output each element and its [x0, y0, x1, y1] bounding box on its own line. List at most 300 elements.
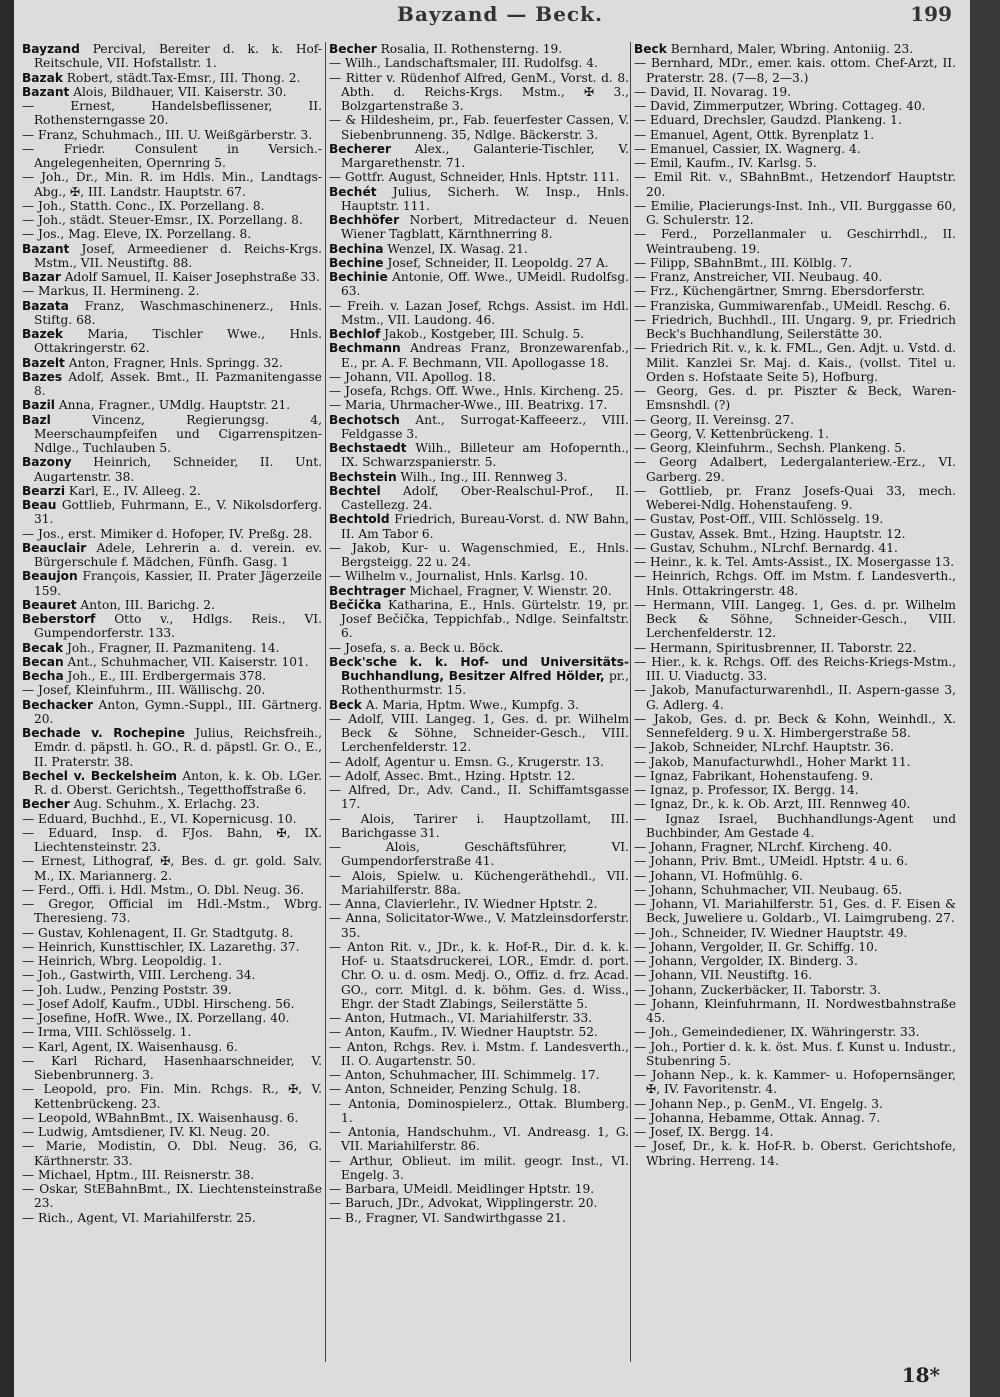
- entry-details: — Emil Rit. v., SBahnBmt., Hetzendorf Hauptstr. 20.: [634, 170, 956, 199]
- entry-details: Michael, Fragner, V. Wienstr. 20.: [405, 583, 612, 598]
- directory-entry: [634, 384, 956, 413]
- entry-details: — Alois, Spielw. u. Küchengeräthehdl., VII. Mariahilferstr. 88a.: [329, 868, 629, 897]
- directory-entry: [329, 1025, 629, 1039]
- entry-details: — Josefine, HofR. Wwe., IX. Porzellang. 40.: [22, 1011, 290, 1025]
- directory-entry: [22, 227, 322, 241]
- entry-details: Anton, k. k. Ob. LGer. R. d. Oberst. Gerichtsh., Tegetthoffstraße 6.: [34, 768, 322, 797]
- entry-details: — Johann, VI. Mariahilferstr. 51, Ges. d. F. Eisen & Beck, Juweliere u. Goldarb., VI. Laimgrubeng. 27.: [634, 897, 956, 926]
- directory-entry: [634, 683, 956, 712]
- entry-surname: Bechotsch: [329, 412, 400, 427]
- entry-details: — Antonia, Handschuhm., VI. Andreasg. 1, G. VII. Mariahilferstr. 86.: [329, 1125, 629, 1154]
- column-2: [329, 42, 629, 1362]
- entry-details: — Anton, Schuhmacher, III. Schimmelg. 17.: [329, 1068, 600, 1082]
- entry-details: Alex., Galanterie-Tischler, V. Margarethenstr. 71.: [341, 141, 629, 170]
- directory-entry: [22, 769, 322, 798]
- directory-entry: [329, 185, 629, 214]
- directory-entry: [634, 940, 956, 954]
- entry-surname: Bechina: [329, 241, 384, 256]
- entry-details: — Bernhard, MDr., emer. kais. ottom. Chef-Arzt, II. Praterstr. 28. (7—8, 2—3.): [634, 56, 956, 85]
- directory-entry: [634, 869, 956, 883]
- entry-details: — Anna, Solicitator-Wwe., V. Matzleinsdorferstr. 35.: [329, 911, 629, 940]
- entry-details: — Johann Nep., k. k. Kammer- u. Hofopernsänger, ✠, IV. Favoritenstr. 4.: [634, 1068, 956, 1097]
- entry-details: — Karl, Agent, IX. Waisenhausg. 6.: [22, 1039, 238, 1054]
- entry-details: — David, Zimmerputzer, Wbring. Cottageg. 40.: [634, 99, 926, 113]
- entry-details: Adele, Lehrerin a. d. verein. ev. Bürgerschule f. Mädchen, Fünfh. Gasg. 1: [34, 540, 322, 569]
- directory-entry: [634, 42, 956, 56]
- entry-details: — Johann, VII. Neustiftg. 16.: [634, 968, 813, 983]
- directory-entry: [22, 1125, 322, 1139]
- directory-entry: [329, 370, 629, 384]
- entry-details: — Gustav, Schuhm., NLrchf. Bernardg. 41.: [634, 540, 898, 555]
- directory-entry: [22, 569, 322, 598]
- entry-details: Josef, Schneider, II. Leopoldg. 27 A.: [383, 255, 609, 270]
- entry-details: — Joh., Gastwirth, VIII. Lercheng. 34.: [22, 968, 256, 983]
- entry-details: Jakob., Kostgeber, III. Schulg. 5.: [380, 327, 585, 341]
- entry-surname: Bazelt: [22, 355, 65, 370]
- directory-entry: [22, 142, 322, 171]
- entry-details: — Hier., k. k. Rchgs. Off. des Reichs-Kriegs-Mstm., III. U. Viaductg. 33.: [634, 654, 956, 683]
- directory-entry: [22, 199, 322, 213]
- directory-entry: [22, 541, 322, 570]
- entry-details: — Johann, Zuckerbäcker, II. Taborstr. 3.: [634, 982, 881, 997]
- directory-entry: [634, 926, 956, 940]
- directory-entry: [22, 398, 322, 412]
- directory-entry: [634, 797, 956, 811]
- directory-entry: [329, 384, 629, 398]
- directory-entry: [329, 840, 629, 869]
- directory-entry: [22, 213, 322, 227]
- entry-details: — Ignaz, Dr., k. k. Ob. Arzt, III. Rennweg 40.: [634, 797, 911, 812]
- column-divider-2: [630, 42, 631, 1362]
- entry-details: — Johann, Kleinfuhrmann, II. Nordwestbahnstraße 45.: [634, 996, 956, 1025]
- directory-entry: [22, 698, 322, 727]
- directory-entry: [22, 683, 322, 697]
- directory-entry: [22, 42, 322, 71]
- entry-details: — Alfred, Dr., Adv. Cand., II. Schiffamtsgasse 17.: [329, 783, 629, 812]
- entry-details: Adolf, Assek. Bmt., II. Pazmanitengasse 8.: [34, 369, 322, 398]
- entry-details: Bernhard, Maler, Wbring. Antoniig. 23.: [666, 42, 914, 56]
- entry-details: — Wilhelm v., Journalist, Hnls. Karlsg. 10.: [329, 569, 588, 584]
- directory-entry: [22, 455, 322, 484]
- directory-entry: [329, 242, 629, 256]
- directory-entry: [634, 270, 956, 284]
- directory-entry: [634, 512, 956, 526]
- directory-entry: [634, 983, 956, 997]
- directory-entry: [329, 1211, 629, 1225]
- entry-details: — Anna, Clavierlehr., IV. Wiedner Hptstr. 2.: [329, 897, 598, 911]
- entry-details: — Georg Adalbert, Ledergalanteriew.-Erz., VI. Garberg. 29.: [634, 455, 956, 484]
- directory-entry: [22, 356, 322, 370]
- entry-details: — Franz, Schuhmach., III. U. Weißgärberstr. 3.: [22, 127, 313, 142]
- directory-entry: [634, 740, 956, 754]
- directory-entry: [634, 569, 956, 598]
- directory-columns: [22, 42, 970, 1362]
- entry-details: — David, II. Novarag. 19.: [634, 84, 791, 99]
- entry-details: — Filipp, SBahnBmt., III. Kölblg. 7.: [634, 255, 852, 270]
- directory-entry: [329, 698, 629, 712]
- entry-details: — Josef, Kleinfuhrm., III. Wällischg. 20.: [22, 683, 266, 698]
- directory-entry: [634, 897, 956, 926]
- entry-details: — Ludwig, Amtsdiener, IV. Kl. Neug. 20.: [22, 1125, 271, 1139]
- directory-entry: [329, 1097, 629, 1126]
- directory-entry: [634, 1068, 956, 1097]
- entry-details: Percival, Bereiter d. k. k. Hof-Reitschule, VII. Hofstallstr. 1.: [34, 42, 322, 71]
- entry-details: — Gustav, Assek. Bmt., Hzing. Hauptstr. 12.: [634, 526, 906, 541]
- entry-details: — Frz., Küchengärtner, Smrng. Ebersdorferstr.: [634, 284, 926, 299]
- entry-details: — Antonia, Dominospielerz., Ottak. Blumberg. 1.: [329, 1096, 629, 1125]
- entry-surname: Bazant: [22, 84, 70, 99]
- directory-entry: [22, 1139, 322, 1168]
- directory-entry: [22, 997, 322, 1011]
- entry-details: — Jakob, Kur- u. Wagenschmied, E., Hnls. Bergsteigg. 22 u. 24.: [329, 540, 629, 569]
- entry-surname: Bečička: [329, 597, 382, 612]
- directory-entry: [329, 113, 629, 142]
- directory-entry: [634, 1125, 956, 1139]
- entry-surname: Becherer: [329, 141, 392, 156]
- entry-details: — Georg, II. Vereinsg. 27.: [634, 412, 794, 427]
- entry-surname: Bechtel: [329, 483, 381, 498]
- entry-surname: Beau: [22, 498, 57, 512]
- entry-details: — Irma, VIII. Schlösselg. 1.: [22, 1025, 192, 1040]
- entry-details: Julius, Sicherh. W. Insp., Hnls. Hauptstr. 111.: [341, 184, 629, 213]
- directory-entry: [22, 1182, 322, 1211]
- entry-details: — Ferd., Offi. i. Hdl. Mstm., O. Dbl. Neug. 36.: [22, 882, 305, 897]
- directory-entry: [634, 527, 956, 541]
- directory-entry: [329, 655, 629, 698]
- entry-details: — Baruch, JDr., Advokat, Wipplingerstr. 20.: [329, 1196, 598, 1211]
- entry-details: — Joh., städt. Steuer-Emsr., IX. Porzellang. 8.: [22, 213, 303, 227]
- directory-entry: [329, 441, 629, 470]
- entry-details: — Johann, VII. Apollog. 18.: [329, 369, 497, 384]
- directory-entry: [22, 327, 322, 356]
- directory-entry: [634, 256, 956, 270]
- entry-details: — Freih. v. Lazan Josef, Rchgs. Assist. im Hdl. Mstm., VII. Laudong. 46.: [329, 298, 629, 327]
- column-1: [22, 42, 322, 1362]
- directory-entry: [634, 113, 956, 127]
- directory-entry: [22, 812, 322, 826]
- entry-surname: Bechstein: [329, 469, 397, 484]
- entry-details: — Friedrich Rit. v., k. k. FML., Gen. Adjt. u. Vstd. d. Milit. Kanzlei Sr. Maj. d. Kais., (vollst. Titel u. Orden s. Hofstaate Seite 5), Hofburg.: [634, 341, 956, 384]
- entry-details: Maria, Tischler Wwe., Hnls. Ottakringerstr. 62.: [34, 327, 322, 356]
- directory-entry: [22, 99, 322, 128]
- entry-details: — Ferd., Porzellanmaler u. Geschirrhdl., II. Weintraubeng. 19.: [634, 227, 956, 256]
- directory-entry: [329, 584, 629, 598]
- directory-entry: [329, 1182, 629, 1196]
- directory-entry: [634, 1097, 956, 1111]
- entry-details: — Eduard, Buchhd., E., VI. Kopernicusg. 10.: [22, 811, 297, 826]
- directory-entry: [329, 213, 629, 242]
- directory-entry: [22, 854, 322, 883]
- directory-entry: [329, 1196, 629, 1210]
- entry-details: — Markus, II. Hermineng. 2.: [22, 284, 200, 299]
- entry-details: — Friedr. Consulent in Versich.-Angelegenheiten, Opernring 5.: [22, 141, 322, 170]
- directory-entry: [634, 854, 956, 868]
- entry-details: — Friedrich, Buchhdl., III. Ungarg. 9, pr. Friedrich Beck's Buchhandlung, Seilerstätte 30.: [634, 312, 956, 341]
- column-divider-1: [325, 42, 326, 1362]
- entry-details: — Georg, Kleinfuhrm., Sechsh. Plankeng. 5.: [634, 441, 906, 455]
- directory-entry: [634, 769, 956, 783]
- directory-entry: [329, 1068, 629, 1082]
- entry-details: Ant., Surrogat-Kaffeeerz., VIII. Feldgasse 3.: [341, 412, 629, 441]
- entry-details: Adolf, Ober-Realschul-Prof., II. Castellezg. 24.: [341, 483, 629, 512]
- entry-details: Robert, städt.Tax-Emsr., III. Thong. 2.: [62, 70, 301, 85]
- directory-entry: [634, 313, 956, 342]
- entry-details: Antonie, Off. Wwe., UMeidl. Rudolfsg. 63.: [341, 270, 629, 299]
- directory-entry: [329, 470, 629, 484]
- sheet-signature: 18*: [901, 1363, 940, 1387]
- directory-entry: [634, 598, 956, 641]
- entry-details: — Josef Adolf, Kaufm., UDbl. Hirscheng. 56.: [22, 996, 295, 1011]
- entry-surname: Bechade v. Rochepine: [22, 726, 185, 740]
- directory-entry: [634, 954, 956, 968]
- entry-details: — Franziska, Gummiwarenfab., UMeidl. Reschg. 6.: [634, 298, 951, 313]
- entry-details: Julius, Reichsfreih., Emdr. d. päpstl. h. GO., R. d. päpstl. Gr. O., E., II. Praterstr. 38.: [34, 726, 322, 769]
- entry-details: — Jakob, Manufacturwarenhdl., II. Aspern-gasse 3, G. Adlerg. 4.: [634, 683, 956, 712]
- entry-details: — Jakob, Schneider, NLrchf. Hauptstr. 36.: [634, 740, 895, 755]
- directory-entry: [22, 612, 322, 641]
- scan-edge-right: [970, 0, 1000, 1397]
- directory-entry: [329, 897, 629, 911]
- entry-details: — Joh., Gemeindediener, IX. Währingerstr. 33.: [634, 1025, 920, 1040]
- entry-details: — Emil, Kaufm., IV. Karlsg. 5.: [634, 156, 817, 170]
- directory-entry: [329, 56, 629, 70]
- directory-entry: [634, 555, 956, 569]
- directory-entry: [22, 498, 322, 527]
- directory-entry: [329, 1011, 629, 1025]
- entry-details: A. Maria, Hptm. Wwe., Kumpfg. 3.: [361, 697, 579, 712]
- directory-entry: [329, 783, 629, 812]
- entry-details: — Alois, Tarirer i. Hauptzollamt, III. Barichgasse 31.: [329, 811, 629, 840]
- entry-details: Anton, Fragner, Hnls. Springg. 32.: [64, 355, 283, 370]
- directory-entry: [22, 1011, 322, 1025]
- directory-entry: [634, 883, 956, 897]
- column-3: [634, 42, 956, 1362]
- entry-details: — Heinr., k. k. Tel. Amts-Assist., IX. Mosergasse 13.: [634, 555, 955, 569]
- entry-details: — Johann Nep., p. GenM., VI. Engelg. 3.: [634, 1096, 883, 1111]
- directory-entry: [329, 256, 629, 270]
- entry-details: — Marie, Modistin, O. Dbl. Neug. 36, G. Kärthnerstr. 33.: [22, 1139, 322, 1168]
- directory-entry: [634, 455, 956, 484]
- page-header: [0, 2, 1000, 30]
- directory-entry: [634, 128, 956, 142]
- directory-entry: [329, 170, 629, 184]
- entry-details: — Joh., Dr., Min. R. im Hdls. Min., Landtags-Abg., ✠, III. Landstr. Hauptstr. 67.: [22, 170, 322, 199]
- directory-entry: [22, 641, 322, 655]
- entry-details: Anton, III. Barichg. 2.: [76, 597, 215, 612]
- directory-entry: [22, 484, 322, 498]
- directory-entry: [329, 869, 629, 898]
- entry-surname: Bechel v. Beckelsheim: [22, 768, 178, 783]
- directory-entry: [329, 512, 629, 541]
- entry-surname: Beck'sche k. k. Hof- und Universitäts-Buchhandlung, Besitzer Alfred Hölder,: [329, 654, 629, 683]
- entry-details: Anton, Gymn.-Suppl., III. Gärtnerg. 20.: [34, 697, 322, 726]
- entry-details: — Ignaz, Fabrikant, Hohenstaufeng. 9.: [634, 768, 874, 783]
- entry-details: — Gustav, Post-Off., VIII. Schlösselg. 19.: [634, 512, 884, 527]
- directory-entry: [22, 1054, 322, 1083]
- entry-details: — Anton, Rchgs. Rev. i. Mstm. f. Landesverth., II. O. Augartenstr. 50.: [329, 1039, 629, 1068]
- entry-details: Karl, E., IV. Alleeg. 2.: [65, 483, 201, 498]
- entry-details: Andreas Franz, Bronzewarenfab., E., pr. A. F. Bechmann, VII. Apollogasse 18.: [341, 341, 629, 370]
- directory-entry: [329, 541, 629, 570]
- directory-entry: [22, 926, 322, 940]
- directory-entry: [22, 270, 322, 284]
- directory-entry: [329, 1040, 629, 1069]
- entry-surname: Bechtold: [329, 512, 390, 527]
- directory-entry: [329, 341, 629, 370]
- entry-details: Katharina, E., Hnls. Gürtelstr. 19, pr. Josef Bečička, Teppichfab., Ndlge. Seinfaltstr. 6.: [341, 597, 629, 641]
- directory-entry: [634, 1040, 956, 1069]
- directory-entry: [329, 327, 629, 341]
- entry-surname: Beberstorf: [22, 612, 96, 626]
- entry-surname: Becan: [22, 654, 64, 669]
- entry-details: — Anton, Hutmach., VI. Mariahilferstr. 33.: [329, 1011, 593, 1025]
- entry-details: — Rich., Agent, VI. Mariahilferstr. 25.: [22, 1210, 256, 1225]
- entry-details: — Heinrich, Wbrg. Leopoldig. 1.: [22, 954, 223, 968]
- entry-details: — Ernest, Lithograf, ✠, Bes. d. gr. gold. Salv. M., IX. Mariannerg. 2.: [22, 854, 322, 883]
- directory-entry: [634, 284, 956, 298]
- entry-details: — Leopold, WBahnBmt., IX. Waisenhausg. 6.: [22, 1110, 299, 1125]
- entry-surname: Bearzi: [22, 483, 66, 498]
- directory-entry: [634, 641, 956, 655]
- entry-details: — Jakob, Manufacturwhdl., Hoher Markt 11.: [634, 754, 911, 769]
- entry-surname: Bazony: [22, 455, 72, 470]
- directory-entry: [634, 99, 956, 113]
- entry-details: — Hermann, VIII. Langeg. 1, Ges. d. pr. Wilhelm Beck & Söhne, Schneider-Gesch., VIII. Lerchenfelderstr. 12.: [634, 597, 956, 641]
- directory-entry: [634, 968, 956, 982]
- directory-entry: [634, 783, 956, 797]
- entry-details: — Jos., erst. Mimiker d. Hofoper, IV. Preßg. 28.: [22, 526, 313, 541]
- entry-surname: Bechstaedt: [329, 441, 407, 455]
- entry-details: Wenzel, IX. Wasag. 21.: [383, 241, 528, 256]
- entry-details: François, Kassier, II. Prater Jägerzeile 159.: [34, 569, 322, 598]
- directory-entry: [634, 712, 956, 741]
- entry-details: — Johann, Schuhmacher, VII. Neubaug. 65.: [634, 882, 903, 897]
- entry-surname: Becher: [22, 797, 70, 812]
- entry-details: — Hermann, Spiritusbrenner, II. Taborstr. 22.: [634, 640, 917, 655]
- entry-details: — Arthur, Oblieut. im milit. geogr. Inst., VI. Engelg. 3.: [329, 1153, 629, 1182]
- entry-details: — Johann, Priv. Bmt., UMeidl. Hptstr. 4 u. 6.: [634, 854, 908, 869]
- directory-entry: [634, 170, 956, 199]
- entry-details: — B., Fragner, VI. Sandwirthgasse 21.: [329, 1210, 566, 1225]
- directory-entry: [22, 1040, 322, 1054]
- entry-details: Vincenz, Regierungsg. 4, Meerschaumpfeifen und Cigarrenspitzen-Ndlge., Tuchlauben 5.: [34, 412, 322, 455]
- entry-details: — Heinrich, Rchgs. Off. im Mstm. f. Landesverth., Hnls. Ottakringerstr. 48.: [634, 569, 956, 598]
- directory-entry: [329, 755, 629, 769]
- entry-details: Heinrich, Schneider, II. Unt. Augartenstr. 38.: [34, 455, 322, 484]
- entry-details: — Georg, Ges. d. pr. Piszter & Beck, Waren-Emsnshdl. (?): [634, 384, 956, 413]
- directory-entry: [329, 142, 629, 171]
- directory-entry: [329, 940, 629, 1011]
- entry-details: — Jos., Mag. Eleve, IX. Porzellang. 8.: [22, 227, 252, 242]
- directory-entry: [22, 284, 322, 298]
- directory-entry: [634, 199, 956, 228]
- entry-details: — Emanuel, Cassier, IX. Wagnerg. 4.: [634, 141, 861, 156]
- directory-entry: [634, 997, 956, 1026]
- entry-details: Aug. Schuhm., X. Erlachg. 23.: [69, 797, 260, 812]
- directory-entry: [634, 441, 956, 455]
- entry-surname: Becher: [329, 42, 377, 56]
- entry-details: — Joh., Portier d. k. k. öst. Mus. f. Kunst u. Industr., Stubenring 5.: [634, 1039, 956, 1068]
- entry-details: — Josefa, s. a. Beck u. Böck.: [329, 640, 504, 655]
- entry-details: Josef, Armeediener d. Reichs-Krgs. Mstm., VII. Neustiftg. 88.: [34, 241, 322, 270]
- entry-details: — Gustav, Kohlenagent, II. Gr. Stadtgutg. 8.: [22, 925, 294, 940]
- directory-entry: [634, 56, 956, 85]
- directory-entry: [329, 270, 629, 299]
- entry-surname: Bazek: [22, 327, 63, 341]
- entry-details: Franz, Waschmaschinenerz., Hnls. Stiftg. 68.: [34, 298, 322, 327]
- entry-details: — Gottfr. August, Schneider, Hnls. Hptstr. 111.: [329, 170, 620, 185]
- entry-details: — Josefa, Rchgs. Off. Wwe., Hnls. Kircheng. 25.: [329, 384, 624, 398]
- directory-entry: [22, 883, 322, 897]
- directory-entry: [634, 755, 956, 769]
- directory-entry: [329, 598, 629, 641]
- entry-surname: Bazil: [22, 398, 55, 413]
- entry-details: Otto v., Hdlgs. Reis., VI. Gumpendorferstr. 133.: [34, 612, 322, 641]
- entry-surname: Bechhöfer: [329, 213, 400, 227]
- directory-entry: [329, 641, 629, 655]
- entry-surname: Bechét: [329, 184, 377, 199]
- entry-surname: Bechacker: [22, 697, 93, 712]
- entry-details: — Johann, Vergolder, II. Gr. Schiffg. 10.: [634, 939, 878, 954]
- directory-entry: [329, 42, 629, 56]
- entry-details: — Wilh., Landschaftsmaler, III. Rudolfsg. 4.: [329, 56, 598, 71]
- scan-edge-left: [0, 0, 14, 1397]
- page-number: 199: [910, 2, 952, 26]
- entry-surname: Bayzand: [22, 42, 80, 56]
- directory-entry: [22, 940, 322, 954]
- entry-surname: Beauret: [22, 597, 77, 612]
- entry-details: — Alois, Geschäftsführer, VI. Gumpendorferstraße 41.: [329, 840, 629, 869]
- directory-entry: [22, 71, 322, 85]
- directory-entry: [634, 655, 956, 684]
- entry-details: Joh., E., III. Erdbergermais 378.: [63, 669, 267, 683]
- entry-surname: Bazant: [22, 241, 70, 256]
- entry-surname: Bazata: [22, 298, 69, 313]
- entry-surname: Beck: [634, 42, 667, 56]
- entry-details: — Johann, Vergolder, IX. Binderg. 3.: [634, 954, 858, 968]
- entry-surname: Beck: [329, 697, 362, 712]
- directory-entry: [329, 712, 629, 755]
- directory-entry: [329, 1154, 629, 1183]
- entry-details: — Karl Richard, Hasenhaarschneider, V. Siebenbrunnerg. 3.: [22, 1053, 322, 1082]
- entry-details: — Barbara, UMeidl. Meidlinger Hptstr. 19.: [329, 1182, 595, 1196]
- directory-entry: [634, 85, 956, 99]
- entry-details: — Adolf, Assec. Bmt., Hzing. Hptstr. 12.: [329, 768, 576, 783]
- directory-entry: [22, 897, 322, 926]
- directory-entry: [329, 1125, 629, 1154]
- entry-details: — Ritter v. Rüdenhof Alfred, GenM., Vorst. d. 8. Abth. d. Reichs-Krgs. Mstm., ✠ 3., Bolzgartenstraße 3.: [329, 70, 629, 113]
- entry-surname: Beaujon: [22, 569, 78, 584]
- entry-surname: Bazar: [22, 270, 61, 284]
- entry-details: Ant., Schuhmacher, VII. Kaiserstr. 101.: [63, 654, 309, 669]
- entry-details: — Michael, Hptm., III. Reisnerstr. 38.: [22, 1167, 255, 1182]
- entry-details: Friedrich, Bureau-Vorst. d. NW Bahn, II. Am Tabor 6.: [341, 512, 629, 541]
- directory-entry: [22, 655, 322, 669]
- directory-entry: [634, 427, 956, 441]
- entry-details: — Gottlieb, pr. Franz Josefs-Quai 33, mech. Weberei-Ndlg. Hohenstaufeng. 9.: [634, 483, 956, 512]
- entry-details: Adolf Samuel, II. Kaiser Josephstraße 33.: [60, 270, 320, 284]
- entry-details: — Joh. Ludw., Penzing Poststr. 39.: [22, 982, 232, 997]
- entry-details: Wilh., Billeteur am Hofopernth., IX. Schwarzspanierstr. 5.: [341, 441, 629, 470]
- directory-entry: [22, 1025, 322, 1039]
- directory-entry: [634, 299, 956, 313]
- entry-details: — Joh., Statth. Conc., IX. Porzellang. 8.: [22, 198, 265, 213]
- directory-entry: [22, 968, 322, 982]
- directory-entry: [329, 569, 629, 583]
- entry-details: — Joh., Schneider, IV. Wiedner Hauptstr. 49.: [634, 925, 908, 940]
- directory-entry: [329, 71, 629, 114]
- directory-entry: [329, 484, 629, 513]
